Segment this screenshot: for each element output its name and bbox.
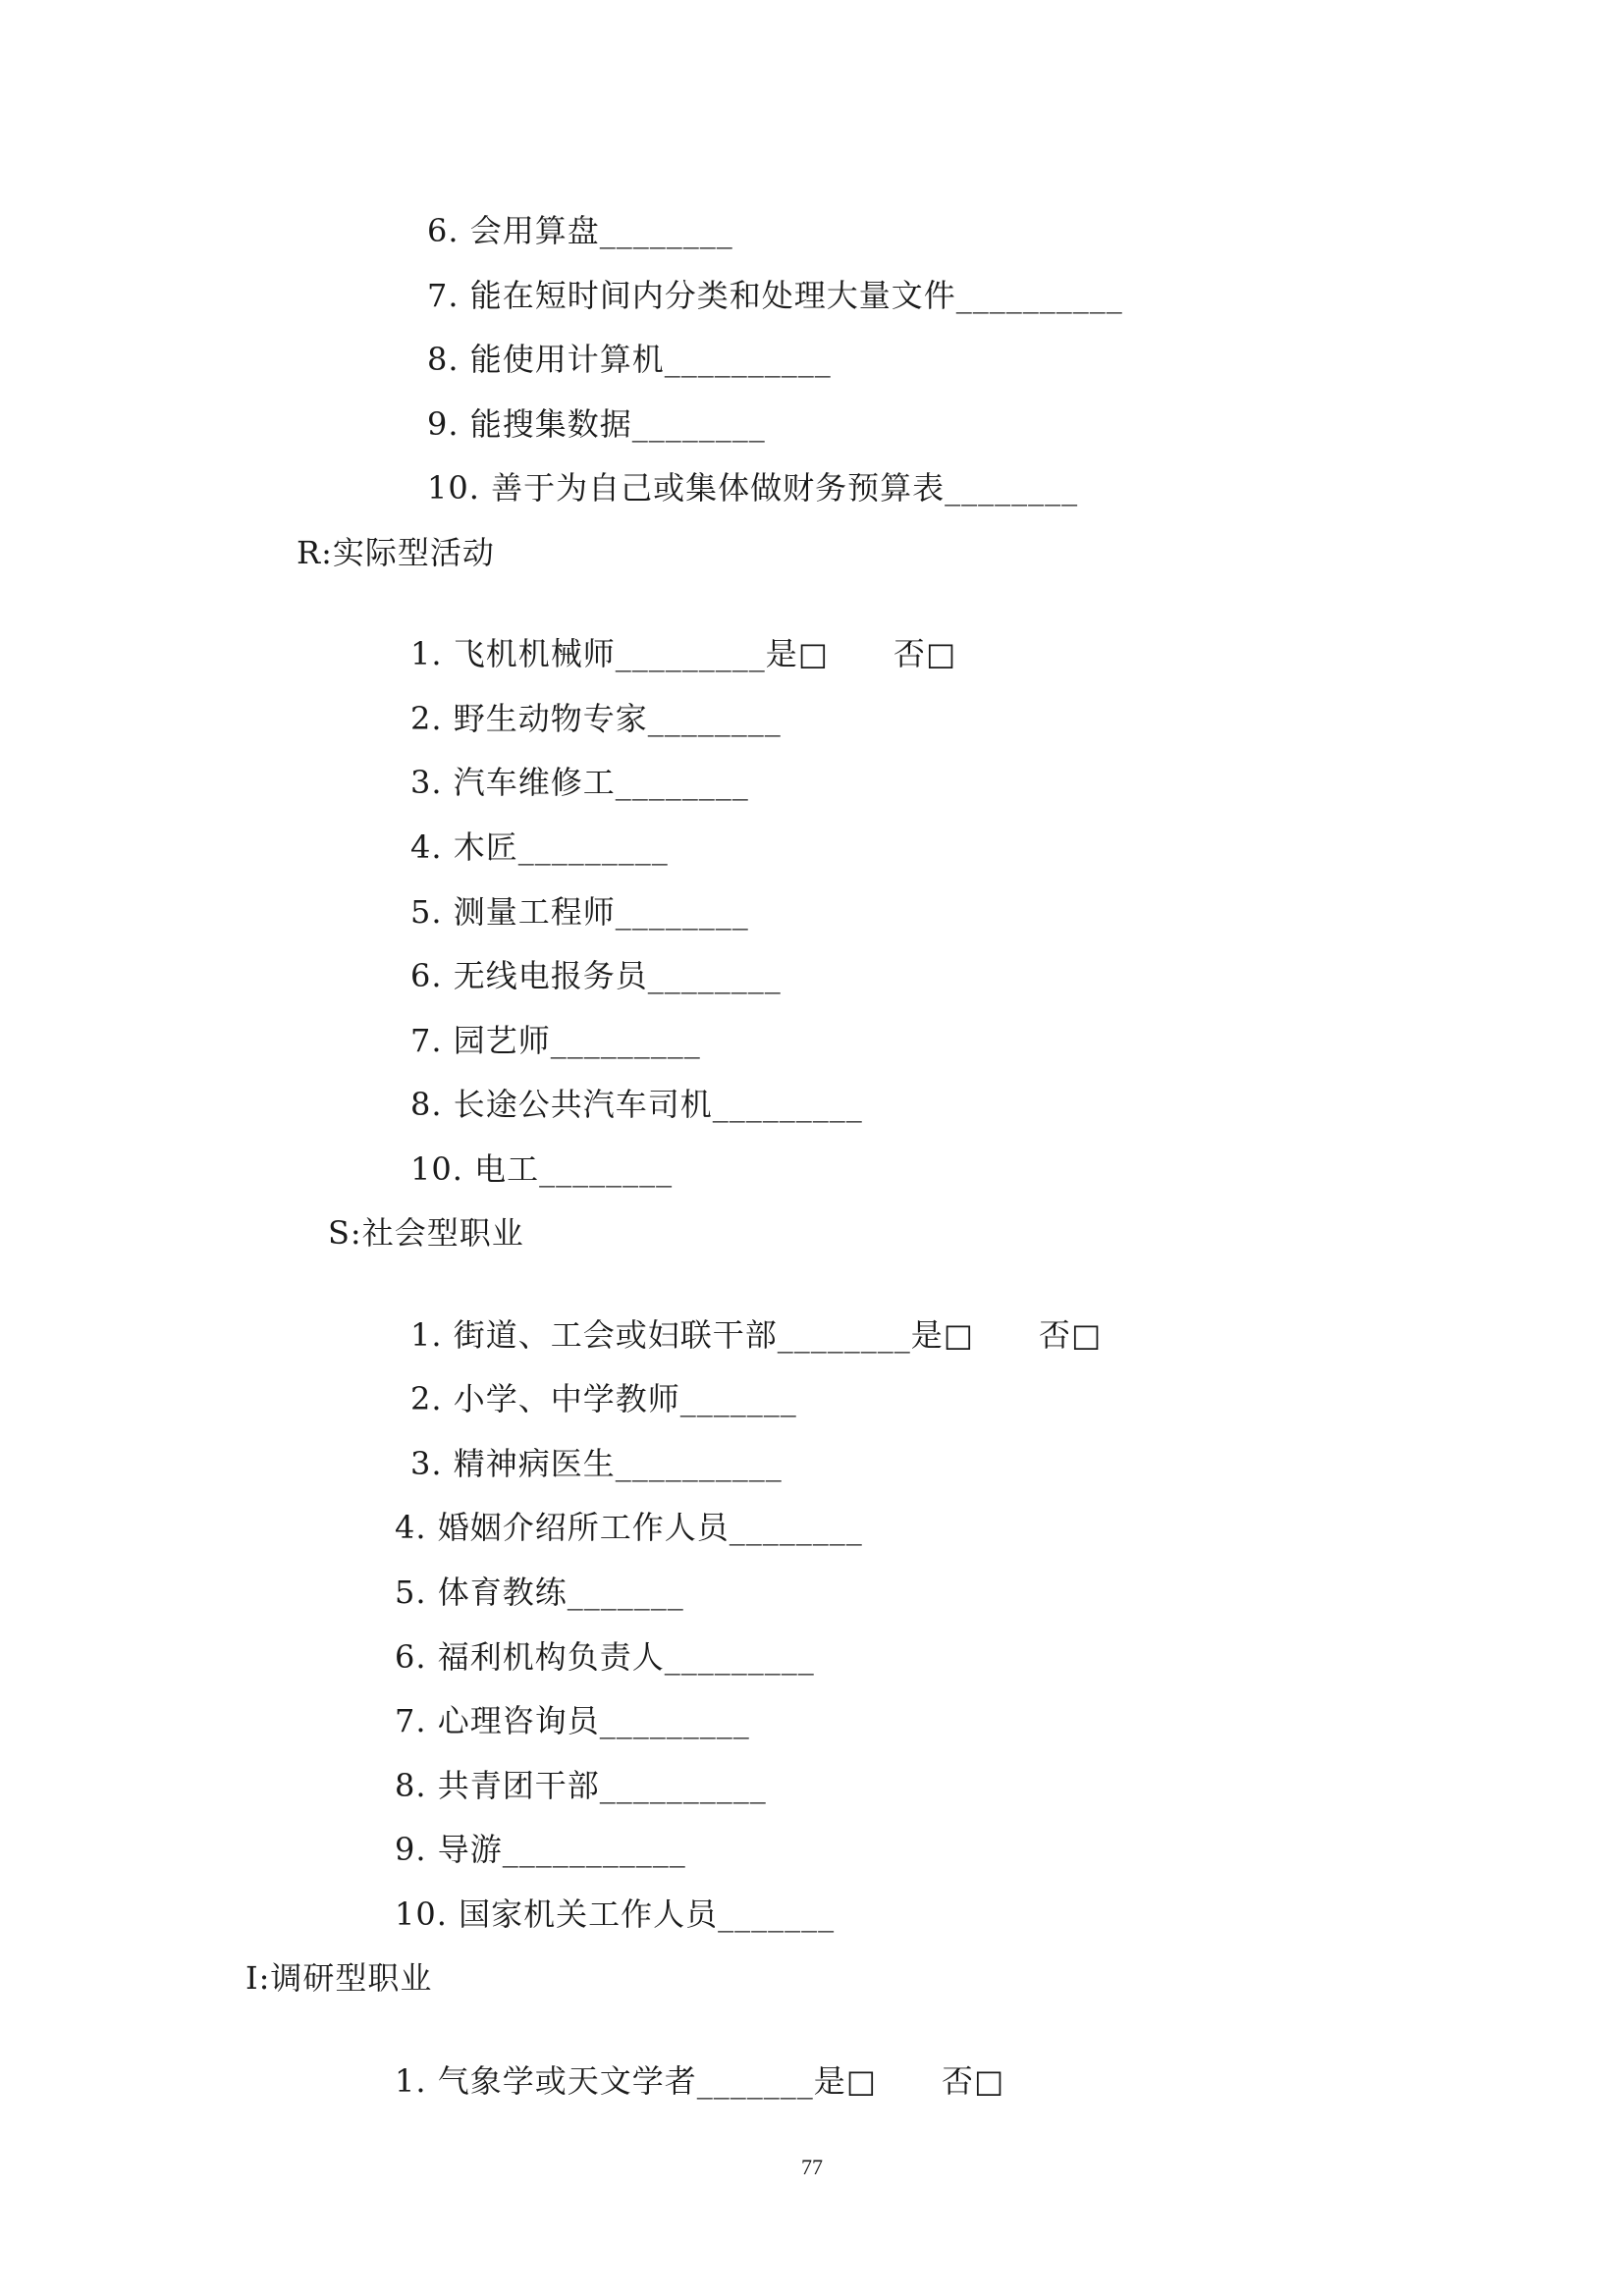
list-item-c7: 7. 能在短时间内分类和处理大量文件__________: [427, 277, 1123, 314]
list-item-r10: 10. 电工________: [410, 1150, 674, 1188]
list-item-r4: 4. 木匠_________: [410, 828, 669, 866]
section-heading-r: R:实际型活动: [297, 534, 495, 571]
list-item-s10: 10. 国家机关工作人员_______: [395, 1896, 836, 1933]
section-heading-i: I:调研型职业: [245, 1959, 433, 1997]
list-item-c8: 8. 能使用计算机__________: [427, 341, 832, 378]
list-item-r1: 1. 飞机机械师_________是□ 否□: [410, 635, 957, 672]
list-item-s8: 8. 共青团干部__________: [395, 1767, 767, 1804]
list-item-r6: 6. 无线电报务员________: [410, 957, 782, 994]
list-item-r7: 7. 园艺师_________: [410, 1022, 701, 1059]
list-item-r2: 2. 野生动物专家________: [410, 700, 782, 737]
list-item-s3: 3. 精神病医生__________: [410, 1445, 783, 1482]
list-item-s2: 2. 小学、中学教师_______: [410, 1380, 797, 1417]
list-item-c6: 6. 会用算盘________: [427, 212, 733, 249]
list-item-s7: 7. 心理咨询员_________: [395, 1702, 750, 1739]
page-number: 77: [801, 2155, 823, 2179]
list-item-s9: 9. 导游___________: [395, 1831, 686, 1868]
list-item-r8: 8. 长途公共汽车司机_________: [410, 1086, 863, 1123]
list-item-c10: 10. 善于为自己或集体做财务预算表________: [427, 469, 1079, 507]
list-item-c9: 9. 能搜集数据________: [427, 405, 766, 443]
list-item-s4: 4. 婚姻介绍所工作人员________: [395, 1509, 863, 1546]
list-item-i1: 1. 气象学或天文学者_______是□ 否□: [395, 2062, 1005, 2100]
list-item-s5: 5. 体育教练_______: [395, 1574, 684, 1611]
section-heading-s: S:社会型职业: [328, 1214, 524, 1252]
list-item-r3: 3. 汽车维修工________: [410, 764, 749, 801]
list-item-s6: 6. 福利机构负责人_________: [395, 1638, 815, 1676]
list-item-s1: 1. 街道、工会或妇联干部________是□ 否□: [410, 1316, 1103, 1354]
list-item-r5: 5. 测量工程师________: [410, 893, 749, 931]
